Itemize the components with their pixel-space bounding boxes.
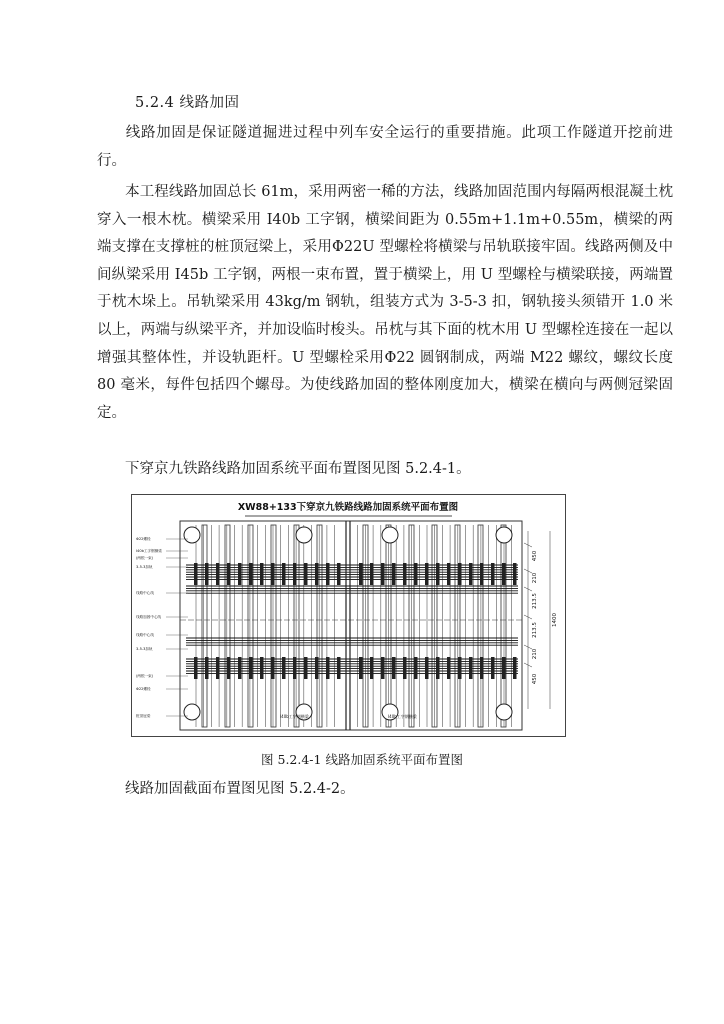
plan-layout-drawing xyxy=(132,495,565,736)
bolt-block xyxy=(414,563,418,585)
bolt-block xyxy=(216,657,220,679)
bolt-block xyxy=(447,657,451,679)
longitudinal-beam xyxy=(225,525,230,727)
bolt-block xyxy=(425,563,429,585)
bolt-block xyxy=(315,657,319,679)
bolt-block xyxy=(194,563,198,585)
bolt-block xyxy=(271,657,275,679)
bolt-block xyxy=(491,563,495,585)
support-pile xyxy=(496,704,512,720)
figure-title: XW88+133下穿京九铁路线路加固系统平面布置图 xyxy=(237,502,459,513)
longitudinal-beam xyxy=(271,525,276,727)
left-annotation-label: I40b工字钢横梁 xyxy=(136,549,162,553)
bolt-block xyxy=(238,563,242,585)
bolt-block xyxy=(359,563,363,585)
bolt-block xyxy=(458,657,462,679)
bolt-block xyxy=(205,563,209,585)
left-annotation-label: 线路中心线 xyxy=(136,591,154,595)
bolt-block xyxy=(282,657,286,679)
bolt-block xyxy=(216,563,220,585)
bolt-block xyxy=(293,657,297,679)
paragraph-figure-reference-text: 下穿京九铁路线路加固系统平面布置图见图 5.2.4-1。 xyxy=(125,461,471,477)
support-pile xyxy=(184,704,200,720)
bolt-block xyxy=(458,563,462,585)
bolt-block xyxy=(447,563,451,585)
bolt-block xyxy=(392,563,396,585)
bolt-block xyxy=(304,563,308,585)
left-annotation-label: Φ22螺栓 xyxy=(136,687,151,691)
bolt-block xyxy=(513,657,517,679)
left-annotation-label: 桩顶冠梁 xyxy=(136,714,151,718)
support-pile xyxy=(496,527,512,543)
bolt-block xyxy=(381,657,385,679)
bolt-block xyxy=(260,657,264,679)
bolt-block xyxy=(326,563,330,585)
dimension-layer xyxy=(524,531,558,709)
left-annotation-label: Φ22螺栓 xyxy=(136,537,151,541)
bolt-block xyxy=(392,657,396,679)
dimension-total: 1400 xyxy=(552,613,558,627)
bolt-block xyxy=(205,657,209,679)
left-annotation-label: 3-5-3扣轨 xyxy=(136,647,153,651)
dimension-value: 450 xyxy=(532,673,538,685)
bottom-label-right: I40b工字钢横梁 xyxy=(388,714,417,719)
longitudinal-beam xyxy=(202,525,207,727)
bolt-block xyxy=(238,657,242,679)
bolt-block xyxy=(227,657,231,679)
bolt-block xyxy=(194,657,198,679)
bolt-block xyxy=(436,563,440,585)
bolt-block xyxy=(249,657,253,679)
bolt-block xyxy=(227,563,231,585)
longitudinal-beam xyxy=(248,525,253,727)
bolt-block xyxy=(513,563,517,585)
longitudinal-beam xyxy=(294,525,299,727)
paragraph-section-reference-text: 线路加固截面布置图见图 5.2.4-2。 xyxy=(125,781,355,797)
bolt-block xyxy=(370,563,374,585)
bolt-block xyxy=(337,563,341,585)
longitudinal-beam xyxy=(478,525,483,727)
beam-grid-layer xyxy=(196,525,512,727)
bolt-block xyxy=(381,563,385,585)
support-pile xyxy=(382,527,398,543)
dimension-value: 450 xyxy=(532,550,538,562)
bolt-block xyxy=(425,657,429,679)
left-annotation-label: 线路加固中心线 xyxy=(136,615,162,619)
bolt-block xyxy=(293,563,297,585)
support-pile xyxy=(296,527,312,543)
dimension-value: 210 xyxy=(532,648,538,660)
bolt-block xyxy=(315,563,319,585)
pile-layer xyxy=(184,527,512,720)
bolt-block xyxy=(326,657,330,679)
dimension-value: 213.5 xyxy=(532,593,538,609)
figure-caption: 图 5.2.4-1 线路加固系统平面布置图 xyxy=(261,752,463,767)
support-pile xyxy=(184,527,200,543)
paragraph-method xyxy=(97,179,673,427)
rail-group-layer xyxy=(180,563,522,679)
bolt-block xyxy=(260,563,264,585)
bolt-block xyxy=(359,657,363,679)
dimension-value: 210 xyxy=(532,572,538,584)
bolt-block xyxy=(436,657,440,679)
bolt-block xyxy=(403,563,407,585)
paragraph-purpose xyxy=(97,120,673,175)
bolt-block xyxy=(480,657,484,679)
bolt-block xyxy=(337,657,341,679)
figure-plan-layout xyxy=(131,494,566,737)
bolt-block xyxy=(414,657,418,679)
bolt-block xyxy=(271,563,275,585)
bolt-block xyxy=(403,657,407,679)
paragraph-method-text: 本工程线路加固总长 61m，采用两密一稀的方法，线路加固范围内每隔两根混凝土枕穿入一根木枕。横梁采用 I40b 工字钢，横梁间距为 0.55m+1.1m+0.55m，横梁的两端支撑在支撑桩的桩顶冠梁上，采用Φ22U 型螺栓将横梁与吊轨联接牢固。线路两侧及中间纵梁采用 I45b 工字钢，两根一束布置，置于横梁上，用 U 型螺栓与横梁联接，两端置于枕木垛上。吊轨梁采用 43kg/m 钢轨，组装方式为 3-5-3 扣，钢轨接头须错开 1.0 米以上，两端与纵梁平齐，并加设临时梭头。吊枕与其下面的枕木用 U 型螺栓连接在一起以增强其整体性，并设轨距杆。U 型螺栓采用Φ22 圆钢制成，两端 M22 螺纹，螺纹长度 80 毫米，每件包括四个螺母。为使线路加固的整体刚度加大，横梁在横向与两侧冠梁固定。 xyxy=(97,184,673,421)
bolt-block xyxy=(370,657,374,679)
paragraph-section-reference xyxy=(97,776,673,804)
reinforcement-zone-outline xyxy=(180,521,522,730)
bottom-label-left: I40b工字钢横梁 xyxy=(280,714,309,719)
paragraph-purpose-text: 线路加固是保证隧道掘进过程中列车安全运行的重要措施。此项工作隧道开挖前进行。 xyxy=(97,125,673,169)
left-annotation-label: 3-5-3扣轨 xyxy=(136,565,153,569)
bolt-block xyxy=(249,563,253,585)
longitudinal-beam xyxy=(501,525,506,727)
bolt-block xyxy=(480,563,484,585)
bolt-block xyxy=(469,563,473,585)
bolt-block xyxy=(282,563,286,585)
bolt-block xyxy=(502,657,506,679)
left-annotation-label: (两根一束) xyxy=(136,674,154,678)
left-annotation-label: 线路中心线 xyxy=(136,633,154,637)
section-heading: 5.2.4 线路加固 xyxy=(135,95,240,111)
dimension-value: 213.5 xyxy=(532,622,538,638)
bolt-block xyxy=(469,657,473,679)
left-annotation-label: (两根一束) xyxy=(136,556,154,560)
bolt-block xyxy=(304,657,308,679)
bolt-block xyxy=(502,563,506,585)
bolt-block xyxy=(491,657,495,679)
paragraph-figure-reference xyxy=(97,456,673,484)
